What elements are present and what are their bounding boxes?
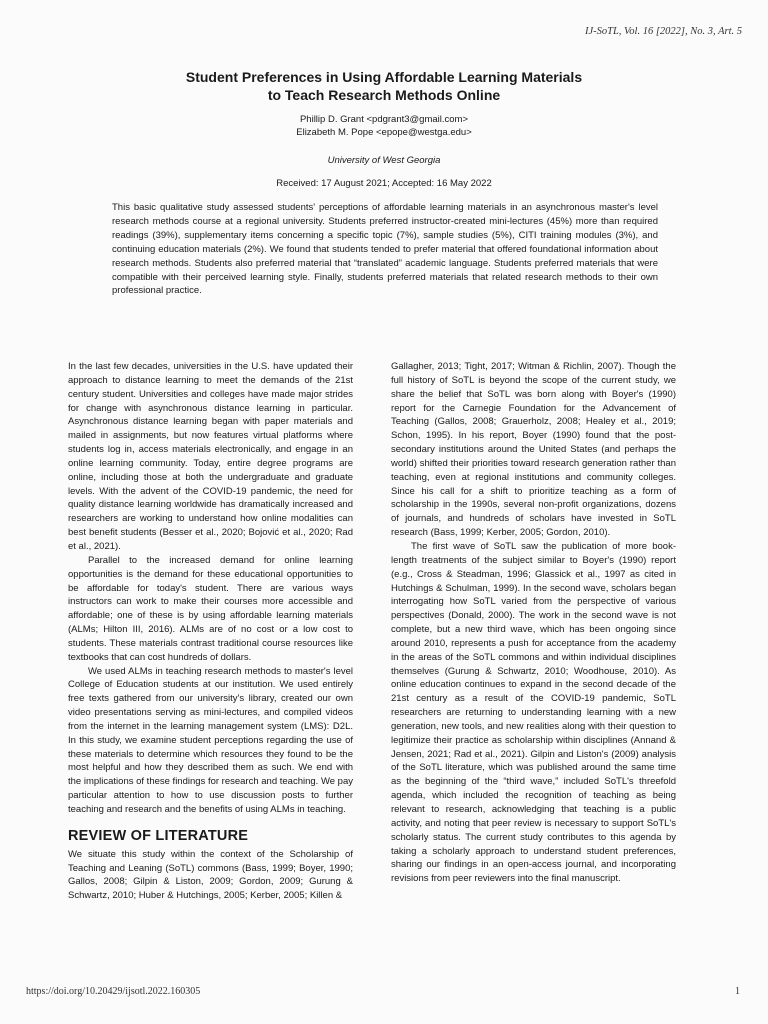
right-column (391, 360, 676, 886)
title-line-2: to Teach Research Methods Online (267, 87, 501, 103)
left-column (68, 360, 353, 903)
article-title (90, 68, 678, 104)
title-line-1: Student Preferences in Using Affordable Learning Materials (185, 69, 583, 85)
doi-link[interactable]: https://doi.org/10.20429/ijsotl.2022.160305 (26, 986, 201, 997)
review-paragraph-continued: Gallagher, 2013; Tight, 2017; Witman & Richlin, 2007). Though the full history of SoTL is beyond the scope of the current study, we share the belief that SoTL was born along with Boyer's (1990) report for the Carnegie Foundation for the Advancement of Teaching (Gallos, 2008; Grauerholz, 2008; Healey et al., 2019; Schon, 1995). In his report, Boyer (1990) found that the post-secondary institutions around the United States (and perhaps the world) shifted their priorities toward research generation rather than teaching, even at regional institutions and community colleges. Since his call for a shift to prioritize teaching as a form of scholarship in the 1990s, several non-profit organizations, dozens of journals, and hundreds of scholars have invested in SoTL research (Bass, 1999; Kerber, 2005; Gordon, 2010). (391, 361, 676, 539)
affiliation: University of West Georgia (327, 155, 441, 166)
intro-paragraph-3: We used ALMs in teaching research methods to master's level College of Education students at our institution. We used entirely free texts gathered from our university's library, created our own video presentations serving as mini-lectures, and compiled videos from the internet in the learning management system (LMS): D2L. In this study, we examine student perceptions regarding the use of these materials to determine which resources they found to be the most helpful and how they described them as such. We end with the implications of these findings for research and teaching. We pay particular attention to how to use discussion posts to further teaching and research and the benefits of using ALMs in teaching. (68, 665, 353, 815)
author-pope: Elizabeth M. Pope <epope@westga.edu> (296, 127, 472, 138)
intro-paragraph-1: In the last few decades, universities in the U.S. have updated their approach to distance learning to meet the demands of the 21st century student. Universities and colleges have made major strides for change with asynchronous distance learning in particular. Asynchronous distance learning began with paper materials and mailed in assignments, but now features virtual platforms where students log in, access materials electronically, and engage in an online learning community. Today, entire degree programs are online, including those at both the undergraduate and graduate levels. With the advent of the COVID-19 pandemic, the need for quality distance learning worldwide has dramatically increased and researchers are working to understand how online modalities can best benefit students (Besser et al., 2020; Bojović et al., 2020; Rad et al., 2021). (68, 361, 353, 552)
intro-paragraph-2: Parallel to the increased demand for online learning opportunities is the demand for these educational opportunities to be affordable for today's student. There are various ways instructors can work to make their courses more accessible and affordable; one of these is by using affordable learning materials (ALMs; Hilton III, 2016). ALMs are of no cost or a low cost to students. These materials contrast traditional course resources like textbooks that can cost hundreds of dollars. (68, 554, 353, 663)
author-grant: Phillip D. Grant <pdgrant3@gmail.com> (299, 114, 469, 125)
section-heading-review: REVIEW OF LITERATURE (68, 827, 249, 844)
abstract: This basic qualitative study assessed students' perceptions of affordable learning materials in an asynchronous master's level research methods course at a regional university. Students preferred instructor-created mini-lectures (45%) more than required readings (39%), supplementary items concerning a specific topic (7%), sample studies (5%), CITI training modules (3%), and continuing education materials (2%). We found that students tended to prefer material that offered foundational information about research methods. Students also preferred material that “translated” academic language. Students preferred materials that were compatible with their perceived learning style. Finally, students preferred materials that related research methods to their own professional practice. (112, 202, 658, 297)
received-accepted-dates: Received: 17 August 2021; Accepted: 16 May 2022 (276, 178, 492, 189)
review-paragraph-2: The first wave of SoTL saw the publication of more book-length treatments of the subject similar to Boyer's (1990) report (e.g., Cross & Steadman, 1996; Glassick et al., 1997 as cited in Hutchings & Schulman, 1999). In the second wave, scholars began interrogating how SoTL varied from the perspective of various perspectives (Donald, 2000). The work in the second wave is not complete, but a new third wave, which has been ongoing since around 2010, represents a push for acceptance from the academy in the areas of the SoTL commons and within individual disciplines themselves (Gurung & Schwartz, 2010; Woodhouse, 2010). As online education continues to expand in the second decade of the 21st century as a result of the COVID-19 pandemic, SoTL researchers are returning to understanding learning with a new generation, new tools, and new realities along with their question to legitimize their practice as scholarship within disciplines (Annand & Jensen, 2021; Rad et al., 2021). Gilpin and Liston's (2009) analysis of the SoTL literature, which was published around the same time as the beginning of the “third wave,” included SoTL's threefold agenda, which included the recognition of teaching as being relevant to research, acknowledging that teaching is a public activity, and noting that peer review is necessary to support SoTL's scholarly status. The current study contributes to this agenda by taking a scholarly approach to understand student preferences, sharing our findings in an open-access journal, and incorporating revisions from peer reviewers into the final manuscript. (391, 540, 676, 885)
review-paragraph-1: We situate this study within the context of the Scholarship of Teaching and Leaning (SoTL) commons (Bass, 1999; Boyer, 1990; Gallos, 2008; Gilpin & Liston, 2009; Gordon, 2009; Gurung & Schwartz, 2010; Huber & Hutchings, 2005; Kerber, 2005; Killen & (68, 848, 353, 902)
author-list (150, 113, 618, 139)
journal-reference: IJ-SoTL, Vol. 16 [2022], No. 3, Art. 5 (584, 26, 742, 37)
page-number: 1 (735, 986, 740, 997)
